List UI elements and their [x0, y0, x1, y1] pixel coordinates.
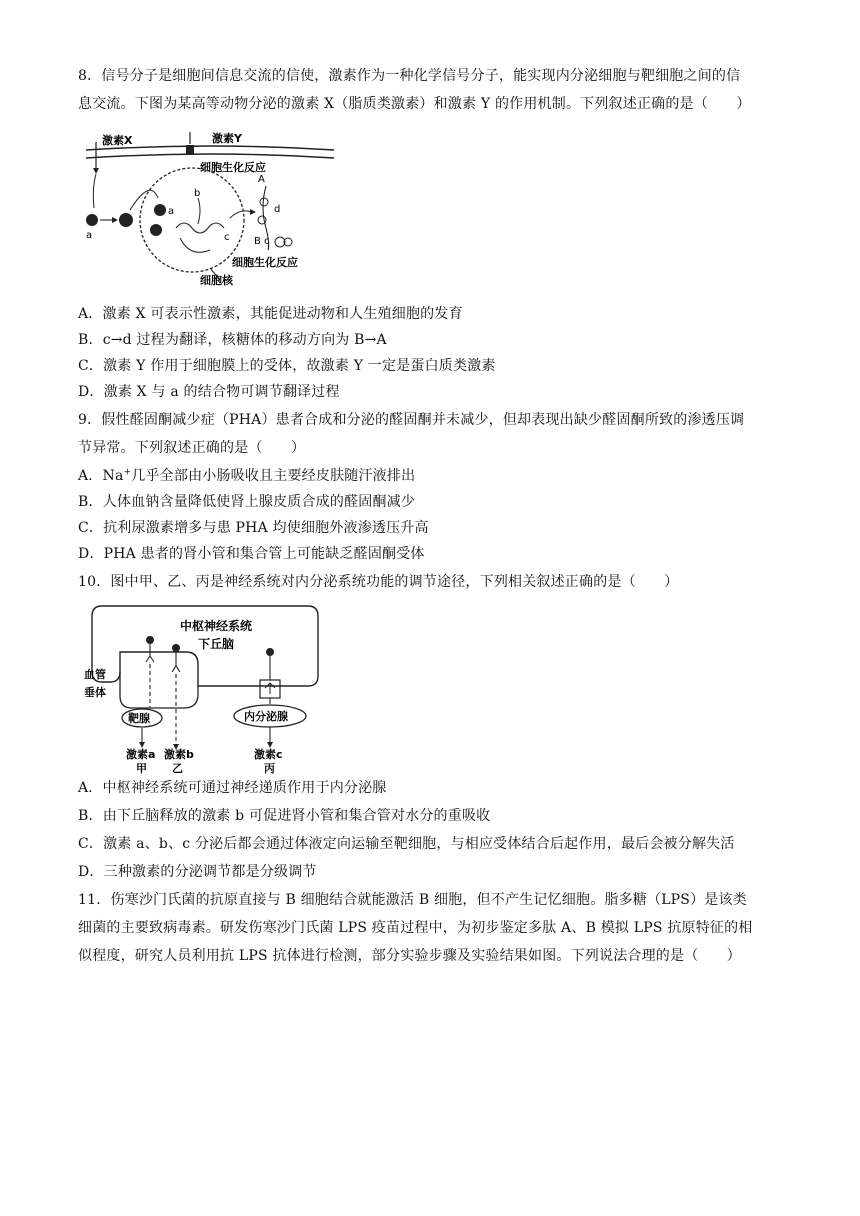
label-a2: a	[168, 206, 175, 217]
q8-hormone-mechanism-figure	[80, 128, 340, 288]
reaction-top-label: 细胞生化反应	[200, 161, 266, 174]
dna-strand	[176, 223, 224, 233]
label-b: b	[194, 188, 201, 199]
q11-stem-line3: 似程度，研究人员利用抗 LPS 抗体进行检测，部分实验步骤及实验结果如图。下列说法合理的是（ ）	[78, 948, 742, 964]
endocrine-gland-label: 内分泌腺	[244, 710, 288, 723]
pituitary-outline	[120, 672, 198, 708]
q8-option-b: B．c→d 过程为翻译，核糖体的移动方向为 B→A	[78, 332, 387, 348]
q8-option-a: A．激素 X 可表示性激素，其能促进动物和人生殖细胞的发育	[78, 306, 463, 322]
label-A: A	[258, 174, 265, 185]
target-gland-label: 靶腺	[128, 712, 150, 725]
q11-stem-line1: 11．伤寒沙门氏菌的抗原直接与 B 细胞结合就能激活 B 细胞，但不产生记忆细胞。脂多糖（LPS）是该类	[78, 892, 747, 908]
pituitary-label: 垂体	[84, 686, 106, 699]
hormone-b-label: 激素b	[164, 748, 194, 761]
q9-option-c: C．抗利尿激素增多与患 PHA 均使细胞外液渗透压升高	[78, 520, 429, 536]
q9-option-a-rest: 几乎全部由小肠吸收且主要经皮肤随汗液排出	[131, 468, 416, 484]
q9-stem-line1: 9．假性醛固酮减少症（PHA）患者合成和分泌的醛固酮并未减少，但却表现出缺少醛固酮所致的渗透压调	[78, 412, 745, 428]
nucleus-envelope	[140, 168, 244, 272]
q9-stem-line2: 节异常。下列叙述正确的是（ ）	[78, 440, 306, 456]
q9-option-b: B．人体血钠含量降低使肾上腺皮质合成的醛固酮减少	[78, 494, 416, 510]
hypothalamus-label: 下丘脑	[198, 637, 235, 651]
label-c2: c	[264, 236, 270, 247]
receptor-y	[186, 145, 194, 155]
q8-option-d: D．激素 X 与 a 的结合物可调节翻译过程	[78, 384, 340, 400]
q9-option-d: D．PHA 患者的肾小管和集合管上可能缺乏醛固酮受体	[78, 546, 425, 562]
q8-stem-line1: 8．信号分子是细胞间信息交流的信使，激素作为一种化学信号分子，能实现内分泌细胞与靶细胞之间的信	[78, 68, 741, 84]
receptor-a-free	[86, 214, 98, 226]
nucleus-label: 细胞核	[200, 274, 233, 287]
q8-stem-line2: 息交流。下图为某高等动物分泌的激素 X（脂质类激素）和激素 Y 的作用机制。下列叙述正确的是（ ）	[78, 96, 751, 112]
cns-label: 中枢神经系统	[180, 619, 253, 633]
q9-option-a	[78, 466, 788, 486]
hormone-c-label: 激素c	[254, 748, 283, 761]
hormone-y-label: 激素Y	[212, 132, 242, 145]
x-a-complex	[119, 213, 133, 227]
label-c: c	[224, 232, 230, 243]
path-bing-label: 丙	[264, 762, 275, 775]
q10-option-a: A．中枢神经系统可通过神经递质作用于内分泌腺	[78, 780, 387, 796]
label-d: d	[274, 204, 281, 215]
q8-option-c: C．激素 Y 作用于细胞膜上的受体，故激素 Y 一定是蛋白质类激素	[78, 358, 496, 374]
label-a1: a	[86, 230, 93, 241]
path-yi-label: 乙	[172, 762, 183, 775]
label-B: B	[254, 236, 261, 247]
path-jia-label: 甲	[136, 762, 147, 775]
q10-stem-line1: 10．图中甲、乙、丙是神经系统对内分泌系统功能的调节途径，下列相关叙述正确的是（ ）	[78, 574, 679, 590]
reaction-bottom-label: 细胞生化反应	[232, 256, 298, 269]
blood-vessel-label: 血管	[84, 668, 106, 681]
q10-option-d: D．三种激素的分泌调节都是分级调节	[78, 864, 317, 880]
q10-neuroendocrine-figure	[80, 600, 330, 776]
hormone-x-label: 激素X	[102, 134, 133, 147]
q11-stem-line2: 细菌的主要致病毒素。研发伤寒沙门氏菌 LPS 疫苗过程中，为初步鉴定多肽 A、B 模拟 LPS 抗原特征的相	[78, 920, 753, 936]
cell-membrane-inner	[86, 154, 334, 158]
q9-option-a-prefix: A．Na	[78, 468, 124, 484]
q10-option-c: C．激素 a、b、c 分泌后都会通过体液定向运输至靶细胞，与相应受体结合后起作用，最后会被分解失活	[78, 836, 735, 852]
hormone-a-label: 激素a	[126, 748, 156, 761]
q10-option-b: B．由下丘脑释放的激素 b 可促进肾小管和集合管对水分的重吸收	[78, 808, 491, 824]
q9-option-a-sup: +	[123, 467, 132, 478]
